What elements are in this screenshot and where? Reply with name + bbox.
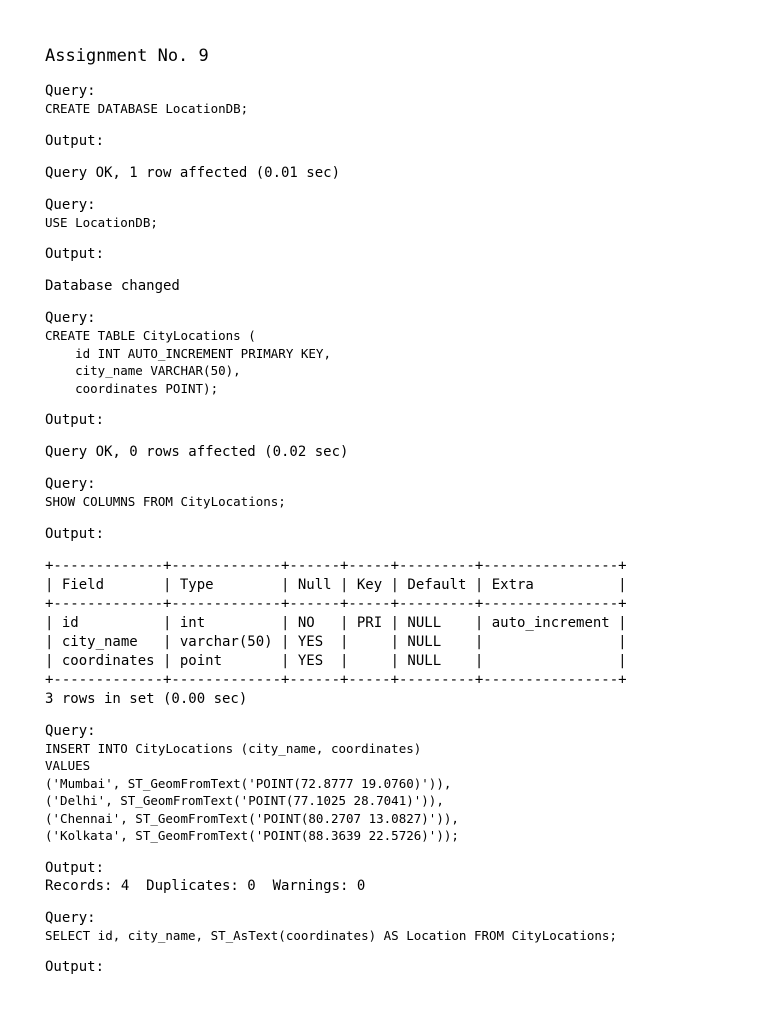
query-code: SELECT id, city_name, ST_AsText(coordinates) AS Location FROM CityLocations; bbox=[45, 927, 617, 943]
step-create-database bbox=[45, 82, 745, 183]
query-label: Query: bbox=[45, 196, 96, 213]
query-label: Query: bbox=[45, 909, 96, 926]
query-label: Query: bbox=[45, 722, 96, 739]
output-text: Records: 4 Duplicates: 0 Warnings: 0 bbox=[45, 877, 366, 894]
output-label: Output: bbox=[45, 525, 105, 542]
query-code: CREATE TABLE CityLocations ( id INT AUTO_INCREMENT PRIMARY KEY, city_name VARCHAR(50), coordinates POINT); bbox=[45, 328, 331, 396]
query-label: Query: bbox=[45, 310, 96, 326]
output-label: Output: bbox=[45, 246, 105, 262]
output-footer: 3 rows in set (0.00 sec) bbox=[45, 690, 248, 707]
step-insert-rows bbox=[45, 722, 745, 896]
step-show-columns bbox=[45, 475, 745, 709]
page-title: Assignment No. 9 bbox=[45, 46, 209, 66]
query-code: CREATE DATABASE LocationDB; bbox=[45, 101, 249, 116]
columns-table: +-------------+-------------+------+-----+---------+----------------+ | Field | Type | Null | Key | Default | Extra | +-------------+-------------+------+-----+---------+----------------+ | id | int | NO | PRI | NULL | auto_increment | | city_name | varchar(50) | YES | | NULL | | | coordinates | point | YES | | NULL | | +-------------+-------------+------+-----+---------+----------------+ bbox=[45, 557, 627, 688]
step-use-database bbox=[45, 196, 745, 297]
output-label: Output: bbox=[45, 412, 105, 428]
step-select-locations bbox=[45, 909, 745, 977]
query-code: INSERT INTO CityLocations (city_name, coordinates) VALUES ('Mumbai', ST_GeomFromText('POINT(72.8777 19.0760)')), ('Delhi', ST_GeomFromText('POINT(77.1025 28.7041)')), ('Chennai', ST_GeomFromText('POINT(80.2707 13.0827)')), ('Kolkata', ST_GeomFromText('POINT(88.3639 22.5726)')); bbox=[45, 740, 459, 843]
output-text: Query OK, 0 rows affected (0.02 sec) bbox=[45, 444, 349, 460]
output-label: Output: bbox=[45, 959, 105, 975]
query-code: SHOW COLUMNS FROM CityLocations; bbox=[45, 494, 286, 509]
step-create-table bbox=[45, 309, 745, 462]
query-label: Query: bbox=[45, 476, 96, 492]
document-page bbox=[45, 44, 745, 976]
query-label: Query: bbox=[45, 83, 96, 99]
output-text: Query OK, 1 row affected (0.01 sec) bbox=[45, 164, 341, 181]
output-label: Output: bbox=[45, 859, 105, 876]
query-code: USE LocationDB; bbox=[45, 214, 158, 230]
output-text: Database changed bbox=[45, 278, 180, 294]
output-label: Output: bbox=[45, 132, 105, 149]
